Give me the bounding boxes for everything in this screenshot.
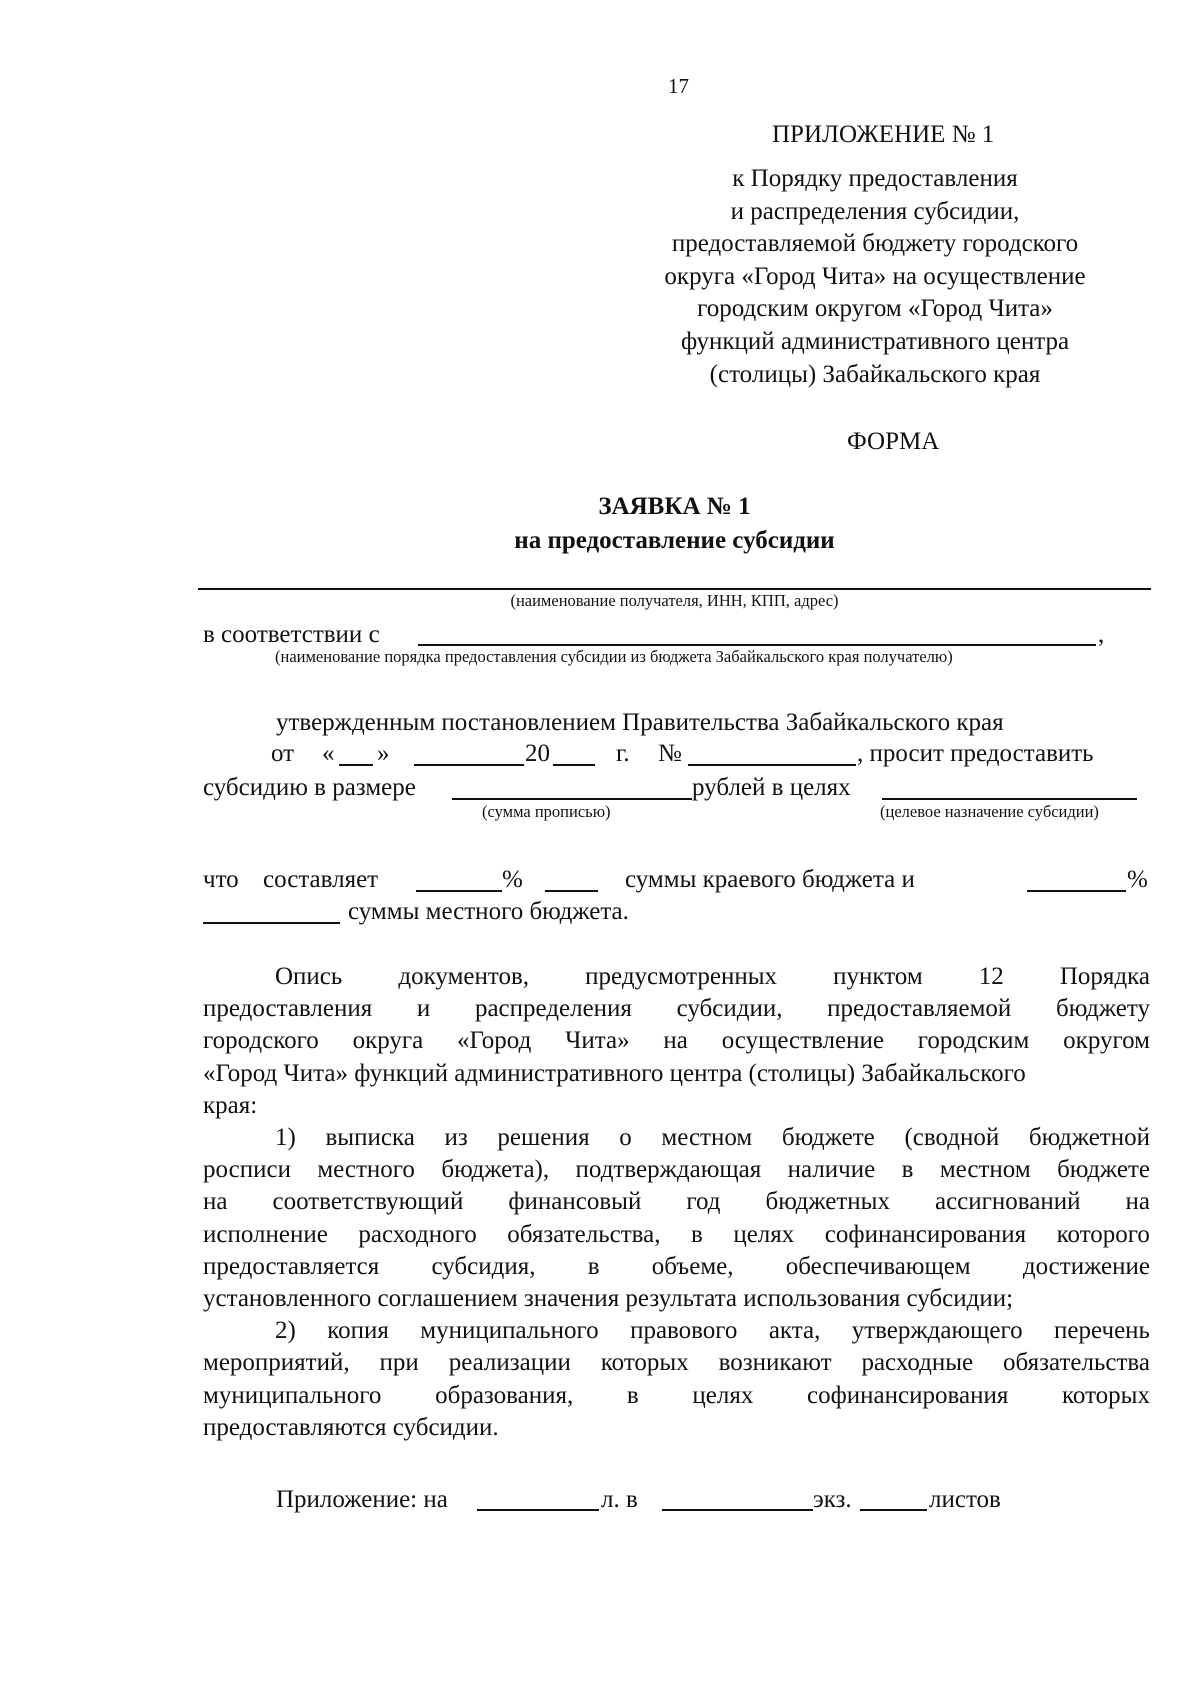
- word: бюджету: [1055, 995, 1150, 1023]
- word: из: [444, 1124, 468, 1152]
- item2-line-3: [203, 1380, 1150, 1412]
- word: софинансирования: [824, 1220, 1027, 1248]
- attachment-label: Приложение: на: [276, 1486, 448, 1513]
- word: 1): [275, 1124, 296, 1152]
- word: местного: [317, 1156, 415, 1184]
- regional-text: [625, 867, 1005, 892]
- word: округом: [1063, 1027, 1150, 1055]
- word: которого: [1056, 1220, 1150, 1248]
- local-amount-field[interactable]: [203, 922, 340, 924]
- word: обеспечивающем: [785, 1252, 971, 1280]
- form-label: ФОРМА: [847, 428, 940, 455]
- word: на: [203, 1188, 228, 1216]
- word: возникают: [718, 1349, 832, 1377]
- word: городского: [203, 1027, 319, 1055]
- word: распределения: [474, 995, 632, 1023]
- word: выписка: [325, 1124, 415, 1152]
- inventory-paragraph: [203, 961, 1150, 1444]
- word: документов,: [398, 963, 530, 990]
- annex-line: и распределения субсидии,: [730, 197, 1020, 225]
- approved-line: утвержденным постановлением Правительства Забайкальского края: [276, 709, 1004, 736]
- annex-line: функций административного центра: [680, 327, 1070, 355]
- item2-line-4: предоставляются субсидии.: [203, 1413, 499, 1441]
- word: Чита»: [565, 1027, 630, 1055]
- word: Опись: [275, 963, 343, 990]
- accordance-caption: (наименование порядка предоставления субсидии из бюджета Забайкальского края получателю): [275, 647, 953, 666]
- word: год: [686, 1188, 721, 1216]
- word: в: [626, 1381, 639, 1409]
- word: ассигнований: [934, 1188, 1081, 1216]
- item2-line-1: [203, 1315, 1150, 1347]
- word: копия: [327, 1317, 389, 1345]
- word: финансовый: [508, 1188, 642, 1216]
- inventory-line-3: [203, 1025, 1150, 1057]
- word: соответствующий: [272, 1188, 464, 1216]
- accordance-label: в соответствии с: [203, 621, 380, 648]
- word: мероприятий,: [203, 1349, 350, 1377]
- word: предоставляемой: [827, 995, 1012, 1023]
- purpose-field[interactable]: [882, 798, 1137, 800]
- word: достижение: [1022, 1252, 1150, 1280]
- request-text: [857, 741, 1150, 766]
- month-field[interactable]: [414, 764, 524, 766]
- year-prefix: 20: [525, 740, 550, 767]
- word: предоставления: [203, 995, 373, 1023]
- recipient-field[interactable]: [198, 588, 1151, 590]
- recipient-caption: (наименование получателя, ИНН, КПП, адрес): [510, 591, 839, 610]
- word: софинансирования: [807, 1381, 1009, 1409]
- word: правового: [630, 1317, 738, 1345]
- regional-extra-field[interactable]: [545, 890, 598, 892]
- rub-label: рублей в целях: [692, 774, 851, 801]
- word: бюджете: [1057, 1156, 1150, 1184]
- word: росписи: [203, 1156, 291, 1184]
- attachment-sheets-field[interactable]: [477, 1509, 599, 1511]
- item1-line-2: [203, 1154, 1150, 1186]
- share-what: что: [203, 866, 239, 893]
- word: о: [619, 1124, 632, 1152]
- word: местном: [939, 1156, 1031, 1184]
- annex-title: ПРИЛОЖЕНИЕ № 1: [772, 121, 995, 148]
- word: перечень: [1054, 1317, 1150, 1345]
- document-subtitle: на предоставление субсидии: [514, 527, 835, 554]
- day-field[interactable]: [339, 764, 373, 766]
- annex-line: предоставляемой бюджету городского: [671, 230, 1079, 258]
- word: решения: [497, 1124, 590, 1152]
- word: бюджетных: [765, 1188, 890, 1216]
- attachment-sheets-label: л. в: [601, 1486, 638, 1513]
- regional-percent-field[interactable]: [416, 890, 502, 892]
- word: расходного: [358, 1220, 477, 1248]
- word: которых: [1062, 1381, 1150, 1409]
- annex-line: округа «Город Чита» на осуществление: [664, 262, 1086, 290]
- word: акта,: [768, 1317, 821, 1345]
- word: предоставляется: [203, 1252, 380, 1280]
- year-field[interactable]: [553, 764, 595, 766]
- word: городским: [917, 1027, 1030, 1055]
- item1-line-5: [203, 1251, 1150, 1283]
- word: обязательства: [1003, 1349, 1150, 1377]
- local-text: суммы местного бюджета.: [348, 898, 629, 925]
- word: утверждающего: [851, 1317, 1023, 1345]
- word: исполнение: [203, 1220, 328, 1248]
- word: в: [901, 1156, 914, 1184]
- word: 12: [978, 963, 1004, 990]
- word: при: [379, 1349, 419, 1377]
- quote-open: «: [322, 740, 335, 767]
- word: муниципального: [203, 1381, 382, 1409]
- word: которых: [600, 1349, 689, 1377]
- item1-line-4: [203, 1219, 1150, 1251]
- attachment-copies-field[interactable]: [662, 1509, 813, 1511]
- word: осуществление: [721, 1027, 884, 1055]
- annex-line: городским округом «Город Чита»: [697, 295, 1053, 323]
- word: субсидии,: [676, 995, 783, 1023]
- attachment-pages-field[interactable]: [860, 1509, 927, 1511]
- word: реализации: [448, 1349, 571, 1377]
- word: в: [587, 1252, 600, 1280]
- word: субсидия,: [431, 1252, 536, 1280]
- amount-field[interactable]: [452, 798, 692, 800]
- word: «Город: [457, 1027, 532, 1055]
- word: пунктом: [833, 963, 923, 990]
- annex-line: (столицы) Забайкальского края: [709, 360, 1041, 388]
- word: (сводной: [904, 1124, 1000, 1152]
- word: на: [663, 1027, 688, 1055]
- inventory-line-1: [203, 961, 1150, 993]
- word: бюджетной: [1028, 1124, 1150, 1152]
- regional-text-part: суммы краевого бюджета и: [625, 866, 915, 893]
- word: предусмотренных: [585, 963, 778, 990]
- local-percent-field[interactable]: [1027, 890, 1126, 892]
- accordance-field[interactable]: [418, 644, 1096, 646]
- word: объеме,: [651, 1252, 734, 1280]
- inventory-line-4: «Город Чита» функций административного центра (столицы) Забайкальского: [203, 1059, 1026, 1087]
- word: бюджете: [781, 1124, 875, 1152]
- annex-description: [600, 163, 1150, 391]
- word: обязательства,: [507, 1220, 661, 1248]
- word: Порядка: [1059, 963, 1150, 990]
- word: в: [690, 1220, 703, 1248]
- regional-percent-sign: %: [502, 866, 523, 893]
- year-suffix: г.: [616, 740, 630, 767]
- page-number: 17: [668, 74, 689, 98]
- number-field[interactable]: [688, 764, 856, 766]
- word: наличие: [787, 1156, 876, 1184]
- word: бюджета),: [441, 1156, 550, 1184]
- inventory-line-2: [203, 993, 1150, 1025]
- share-makes: составляет: [263, 866, 379, 893]
- word: на: [1125, 1188, 1150, 1216]
- annex-line: к Порядку предоставления: [732, 165, 1018, 192]
- number-sign: №: [658, 740, 682, 767]
- amount-caption: (сумма прописью): [482, 802, 611, 821]
- item1-line-6: установленного соглашением значения результата использования субсидии;: [203, 1285, 1014, 1313]
- request-text-part: , просит предоставить: [857, 740, 1094, 767]
- word: 2): [275, 1317, 296, 1345]
- word: округа: [352, 1027, 424, 1055]
- word: подтверждающая: [575, 1156, 762, 1184]
- word: муниципального: [420, 1317, 599, 1345]
- attachment-copies-label: экз.: [813, 1486, 852, 1513]
- quote-close: »: [377, 740, 390, 767]
- item1-line-1: [203, 1122, 1150, 1154]
- document-title: ЗАЯВКА № 1: [598, 493, 751, 520]
- word: расходные: [861, 1349, 974, 1377]
- word: целях: [733, 1220, 795, 1248]
- amount-label: субсидию в размере: [203, 774, 416, 801]
- word: образования,: [435, 1381, 574, 1409]
- accordance-comma: ,: [1098, 621, 1105, 648]
- word: целях: [692, 1381, 754, 1409]
- item2-line-2: [203, 1347, 1150, 1379]
- word: и: [416, 995, 431, 1023]
- item1-line-3: [203, 1186, 1150, 1218]
- purpose-caption: (целевое назначение субсидии): [880, 802, 1099, 821]
- local-percent-sign: %: [1127, 866, 1148, 893]
- inventory-line-5: края:: [203, 1091, 258, 1119]
- attachment-pages-label: листов: [929, 1486, 1001, 1513]
- word: местном: [661, 1124, 753, 1152]
- from-label: от: [271, 740, 295, 767]
